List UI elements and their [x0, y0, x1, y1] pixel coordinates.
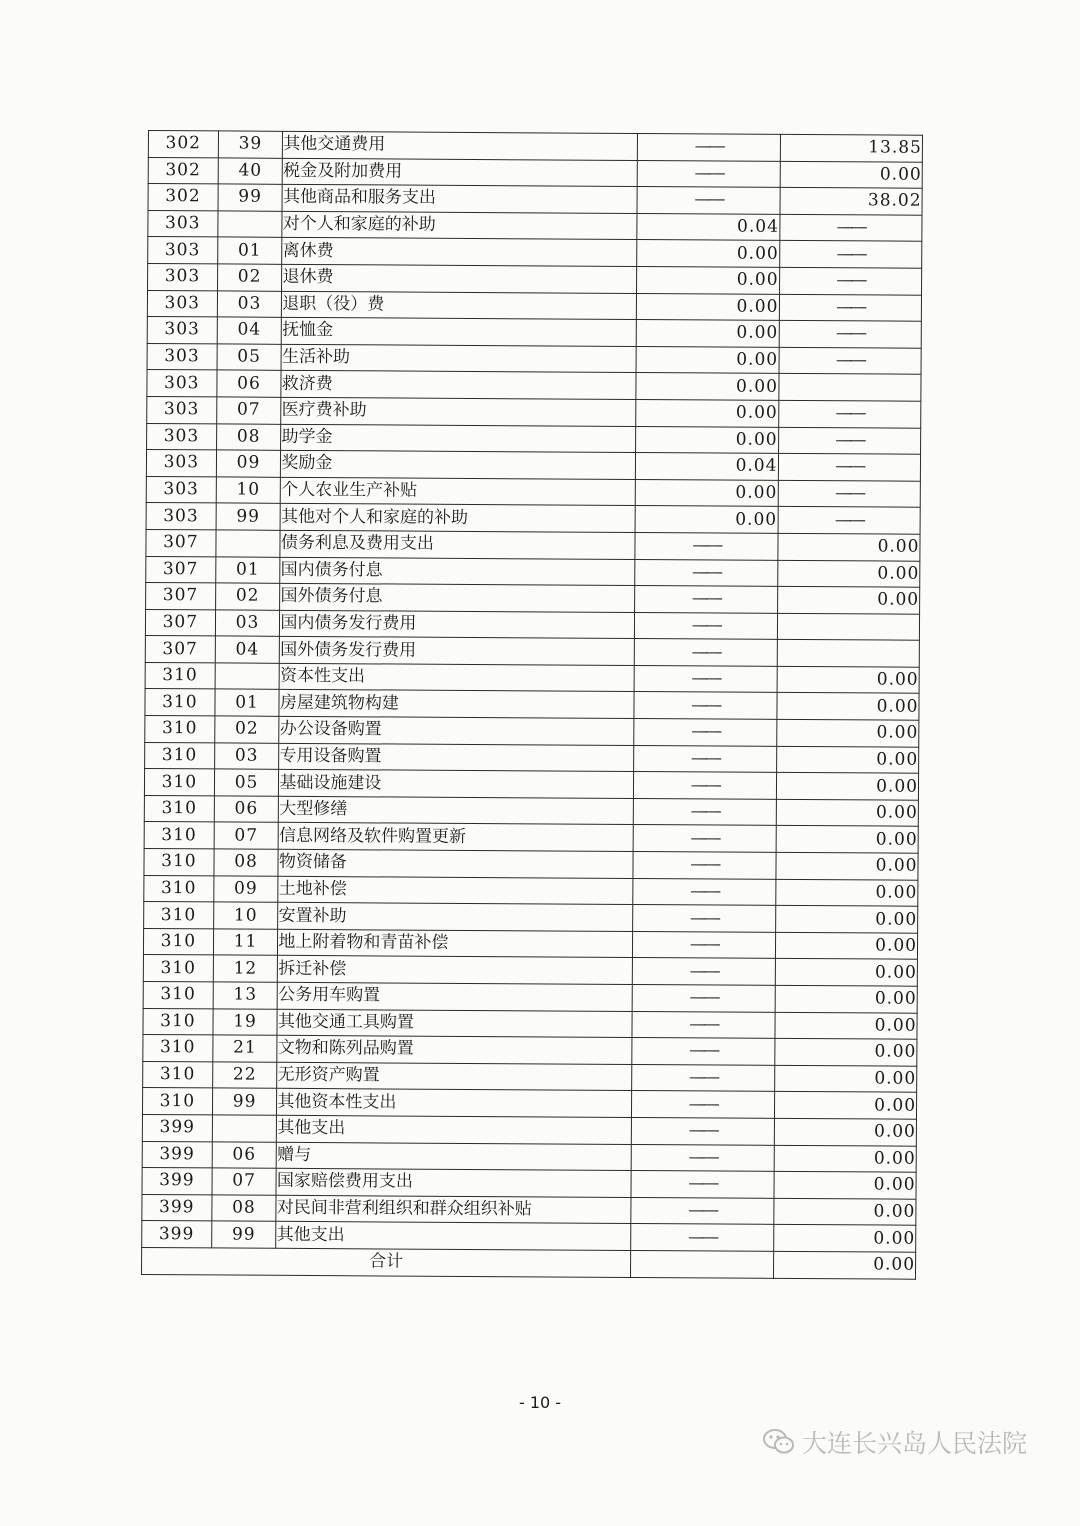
item-code-cell: 22 [212, 1062, 277, 1089]
class-code-cell: 303 [146, 503, 216, 530]
class-code-cell: 310 [143, 955, 213, 982]
item-code-cell: 99 [212, 1088, 277, 1115]
public-expenditure-cell: —— [778, 400, 921, 427]
class-code-cell: 302 [148, 131, 218, 158]
class-code-cell: 310 [143, 1008, 213, 1035]
public-expenditure-cell [777, 640, 920, 667]
basic-expenditure-cell: —— [632, 1038, 775, 1065]
class-code-cell: 310 [145, 662, 215, 689]
class-code-cell: 310 [143, 1061, 213, 1088]
item-code-cell: 39 [218, 131, 283, 158]
item-code-cell [216, 530, 281, 557]
item-name-cell: 退休费 [282, 264, 637, 293]
item-name-cell: 国内债务付息 [280, 557, 635, 586]
class-code-cell: 302 [148, 157, 218, 184]
class-code-cell: 307 [146, 583, 216, 610]
item-code-cell: 07 [214, 822, 279, 849]
public-expenditure-cell: 0.00 [776, 799, 919, 826]
item-code-cell: 40 [218, 158, 283, 185]
item-name-cell: 国家赔偿费用支出 [276, 1168, 631, 1197]
class-code-cell: 399 [142, 1221, 212, 1248]
basic-expenditure-cell: —— [634, 745, 777, 772]
watermark-text: 大连长兴岛人民法院 [802, 1429, 1028, 1458]
item-code-cell: 08 [216, 423, 281, 450]
item-code-cell [215, 663, 280, 690]
basic-expenditure-cell: —— [637, 160, 780, 187]
class-code-cell: 310 [144, 769, 214, 796]
item-name-cell: 其他对个人和家庭的补助 [280, 504, 635, 533]
item-code-cell: 08 [212, 1195, 277, 1222]
public-expenditure-cell: —— [779, 214, 922, 241]
total-basic-cell [631, 1250, 774, 1277]
table-body [142, 131, 923, 1279]
item-code-cell [212, 1115, 277, 1142]
class-code-cell: 310 [145, 716, 215, 743]
public-expenditure-cell: —— [779, 294, 922, 321]
class-code-cell: 303 [147, 290, 217, 317]
public-expenditure-cell: 0.00 [780, 161, 923, 188]
public-expenditure-cell: —— [778, 507, 921, 534]
item-name-cell: 专用设备购置 [279, 743, 634, 772]
item-name-cell: 房屋建筑物构建 [279, 690, 634, 719]
item-code-cell: 09 [214, 876, 279, 903]
item-name-cell: 抚恤金 [282, 317, 637, 346]
basic-expenditure-cell: —— [631, 1224, 774, 1251]
class-code-cell: 303 [148, 210, 218, 237]
item-code-cell: 21 [213, 1035, 278, 1062]
class-code-cell: 303 [146, 476, 216, 503]
public-expenditure-cell: 0.00 [777, 586, 920, 613]
class-code-cell: 307 [145, 636, 215, 663]
item-name-cell: 办公设备购置 [279, 716, 634, 745]
item-name-cell: 对个人和家庭的补助 [282, 211, 637, 240]
public-expenditure-cell: 0.00 [774, 1065, 917, 1092]
public-expenditure-cell: 0.00 [775, 985, 918, 1012]
basic-expenditure-cell: —— [634, 719, 777, 746]
item-code-cell: 19 [213, 1009, 278, 1036]
basic-expenditure-cell: —— [633, 905, 776, 932]
public-expenditure-cell: 0.00 [775, 959, 918, 986]
item-code-cell: 02 [214, 716, 279, 743]
public-expenditure-cell: 0.00 [776, 719, 919, 746]
basic-expenditure-cell: —— [635, 532, 778, 559]
item-code-cell: 04 [217, 317, 282, 344]
item-code-cell: 02 [215, 583, 280, 610]
basic-expenditure-cell: —— [637, 133, 780, 160]
item-code-cell: 06 [214, 796, 279, 823]
item-name-cell: 个人农业生产补贴 [281, 477, 636, 506]
item-name-cell: 医疗费补助 [281, 397, 636, 426]
basic-expenditure-cell: —— [634, 639, 777, 666]
item-name-cell: 安置补助 [278, 903, 633, 932]
class-code-cell: 399 [142, 1141, 212, 1168]
class-code-cell: 302 [148, 184, 218, 211]
public-expenditure-cell: —— [779, 321, 922, 348]
basic-expenditure-cell: —— [631, 1144, 774, 1171]
total-row [142, 1247, 916, 1278]
basic-expenditure-cell: —— [634, 612, 777, 639]
total-public-cell: 0.00 [773, 1251, 916, 1278]
class-code-cell: 307 [145, 609, 215, 636]
item-name-cell: 无形资产购置 [277, 1062, 632, 1091]
class-code-cell: 310 [144, 902, 214, 929]
class-code-cell: 303 [147, 423, 217, 450]
class-code-cell: 310 [144, 849, 214, 876]
class-code-cell: 310 [144, 822, 214, 849]
item-name-cell: 助学金 [281, 424, 636, 453]
basic-expenditure-cell: —— [633, 825, 776, 852]
basic-expenditure-cell: —— [633, 852, 776, 879]
basic-expenditure-cell: —— [633, 878, 776, 905]
public-expenditure-cell: 0.00 [775, 879, 918, 906]
basic-expenditure-cell: —— [633, 798, 776, 825]
basic-expenditure-cell: 0.00 [636, 293, 779, 320]
public-expenditure-cell: —— [778, 453, 921, 480]
public-expenditure-cell: 0.00 [777, 533, 920, 560]
public-expenditure-cell: —— [778, 427, 921, 454]
item-code-cell: 07 [212, 1168, 277, 1195]
basic-expenditure-cell: 0.00 [636, 399, 779, 426]
item-name-cell: 对民间非营利组织和群众组织补贴 [276, 1195, 631, 1224]
basic-expenditure-cell: 0.00 [637, 266, 780, 293]
public-expenditure-cell: —— [779, 241, 922, 268]
public-expenditure-cell: 0.00 [775, 906, 918, 933]
public-expenditure-cell: 0.00 [773, 1171, 916, 1198]
item-code-cell: 04 [215, 636, 280, 663]
basic-expenditure-cell: —— [635, 559, 778, 586]
item-name-cell: 退职（役）费 [282, 291, 637, 320]
item-name-cell: 资本性支出 [279, 663, 634, 692]
item-name-cell: 离休费 [282, 238, 637, 267]
public-expenditure-cell: 0.00 [776, 826, 919, 853]
class-code-cell: 399 [142, 1168, 212, 1195]
item-name-cell: 文物和陈列品购置 [277, 1035, 632, 1064]
item-name-cell: 物资储备 [278, 849, 633, 878]
item-code-cell: 13 [213, 982, 278, 1009]
public-expenditure-cell: 0.00 [773, 1198, 916, 1225]
item-name-cell: 国外债务付息 [280, 583, 635, 612]
item-name-cell: 生活补助 [281, 344, 636, 373]
public-expenditure-cell: 0.00 [775, 932, 918, 959]
item-name-cell: 土地补偿 [278, 876, 633, 905]
item-name-cell: 其他交通工具购置 [277, 1009, 632, 1038]
item-code-cell: 05 [214, 769, 279, 796]
item-code-cell: 12 [213, 955, 278, 982]
class-code-cell: 303 [147, 343, 217, 370]
basic-expenditure-cell: —— [632, 1091, 775, 1118]
item-code-cell: 01 [217, 237, 282, 264]
item-code-cell: 08 [214, 849, 279, 876]
basic-expenditure-cell: 0.04 [637, 213, 780, 240]
public-expenditure-cell: 0.00 [775, 852, 918, 879]
basic-expenditure-cell: —— [632, 931, 775, 958]
item-name-cell: 基础设施建设 [279, 770, 634, 799]
item-code-cell: 09 [216, 450, 281, 477]
class-code-cell: 307 [146, 529, 216, 556]
public-expenditure-cell: 0.00 [777, 560, 920, 587]
class-code-cell: 310 [142, 1088, 212, 1115]
public-expenditure-cell: 0.00 [773, 1225, 916, 1252]
basic-expenditure-cell: 0.00 [635, 479, 778, 506]
item-code-cell: 03 [214, 743, 279, 770]
class-code-cell: 303 [147, 317, 217, 344]
item-name-cell: 国内债务发行费用 [280, 610, 635, 639]
item-code-cell: 01 [215, 556, 280, 583]
item-name-cell: 地上附着物和青苗补偿 [278, 929, 633, 958]
item-code-cell: 03 [215, 610, 280, 637]
class-code-cell: 310 [143, 981, 213, 1008]
item-name-cell: 其他资本性支出 [277, 1089, 632, 1118]
class-code-cell: 310 [143, 1035, 213, 1062]
basic-expenditure-cell: —— [632, 1011, 775, 1038]
basic-expenditure-cell: —— [634, 665, 777, 692]
basic-expenditure-cell: —— [632, 984, 775, 1011]
class-code-cell: 310 [145, 742, 215, 769]
class-code-cell: 310 [143, 928, 213, 955]
item-name-cell: 大型修缮 [279, 796, 634, 825]
class-code-cell: 310 [145, 689, 215, 716]
item-code-cell: 07 [216, 397, 281, 424]
basic-expenditure-cell: —— [633, 772, 776, 799]
item-name-cell: 国外债务发行费用 [280, 637, 635, 666]
public-expenditure-cell: 0.00 [774, 1092, 917, 1119]
item-name-cell: 其他支出 [276, 1222, 631, 1251]
basic-expenditure-cell: 0.00 [636, 346, 779, 373]
public-expenditure-cell: 0.00 [776, 693, 919, 720]
class-code-cell: 399 [142, 1114, 212, 1141]
class-code-cell: 399 [142, 1194, 212, 1221]
class-code-cell: 307 [146, 556, 216, 583]
item-code-cell: 01 [215, 689, 280, 716]
item-code-cell: 10 [213, 902, 278, 929]
item-name-cell: 其他交通费用 [283, 131, 638, 160]
item-name-cell: 救济费 [281, 371, 636, 400]
basic-expenditure-cell: 0.00 [636, 320, 779, 347]
class-code-cell: 310 [144, 875, 214, 902]
basic-expenditure-cell: —— [631, 1197, 774, 1224]
page-number: - 10 - [518, 1393, 562, 1412]
item-code-cell: 99 [216, 503, 281, 530]
public-expenditure-cell: 38.02 [779, 188, 922, 215]
class-code-cell: 303 [148, 263, 218, 290]
basic-expenditure-cell: —— [635, 586, 778, 613]
public-expenditure-cell: 0.00 [774, 1012, 917, 1039]
item-code-cell: 06 [217, 370, 282, 397]
public-expenditure-cell: 0.00 [774, 1145, 917, 1172]
public-expenditure-cell: 0.00 [777, 666, 920, 693]
item-code-cell: 99 [218, 184, 283, 211]
public-expenditure-cell: 0.00 [776, 746, 919, 773]
public-expenditure-cell: 0.00 [774, 1118, 917, 1145]
item-name-cell: 其他支出 [277, 1115, 632, 1144]
item-code-cell: 06 [212, 1141, 277, 1168]
class-code-cell: 310 [144, 795, 214, 822]
class-code-cell: 303 [147, 370, 217, 397]
item-name-cell: 赠与 [277, 1142, 632, 1171]
item-code-cell: 05 [217, 344, 282, 371]
item-code-cell: 10 [216, 477, 281, 504]
item-code-cell: 02 [217, 264, 282, 291]
item-code-cell: 99 [211, 1221, 276, 1248]
class-code-cell: 303 [146, 450, 216, 477]
public-expenditure-cell: —— [779, 267, 922, 294]
basic-expenditure-cell: —— [631, 1171, 774, 1198]
item-code-cell [218, 211, 283, 238]
basic-expenditure-cell: 0.04 [635, 453, 778, 480]
item-name-cell: 信息网络及软件购置更新 [278, 823, 633, 852]
watermark [762, 1424, 1027, 1460]
public-expenditure-cell [778, 374, 921, 401]
basic-expenditure-cell: —— [637, 187, 780, 214]
item-name-cell: 公务用车购置 [278, 982, 633, 1011]
basic-expenditure-cell: —— [632, 1064, 775, 1091]
basic-expenditure-cell: 0.00 [635, 506, 778, 533]
wechat-icon [762, 1427, 796, 1457]
basic-expenditure-cell: 0.00 [637, 240, 780, 267]
public-expenditure-cell [777, 613, 920, 640]
public-expenditure-cell: 13.85 [780, 134, 923, 161]
public-expenditure-cell: 0.00 [774, 1039, 917, 1066]
item-code-cell: 11 [213, 929, 278, 956]
total-label-cell: 合计 [142, 1247, 631, 1277]
item-name-cell: 税金及附加费用 [283, 158, 638, 187]
basic-expenditure-cell: —— [631, 1117, 774, 1144]
item-name-cell: 其他商品和服务支出 [282, 185, 637, 214]
class-code-cell: 303 [147, 396, 217, 423]
public-expenditure-cell: —— [779, 347, 922, 374]
expenditure-table [141, 130, 923, 1279]
item-name-cell: 奖励金 [281, 450, 636, 479]
basic-expenditure-cell: —— [632, 958, 775, 985]
class-code-cell: 303 [148, 237, 218, 264]
basic-expenditure-cell: 0.00 [636, 426, 779, 453]
public-expenditure-cell: 0.00 [776, 773, 919, 800]
item-name-cell: 债务利息及费用支出 [280, 530, 635, 559]
item-code-cell: 03 [217, 290, 282, 317]
item-name-cell: 拆迁补偿 [278, 956, 633, 985]
public-expenditure-cell: —— [778, 480, 921, 507]
basic-expenditure-cell: 0.00 [636, 373, 779, 400]
basic-expenditure-cell: —— [634, 692, 777, 719]
